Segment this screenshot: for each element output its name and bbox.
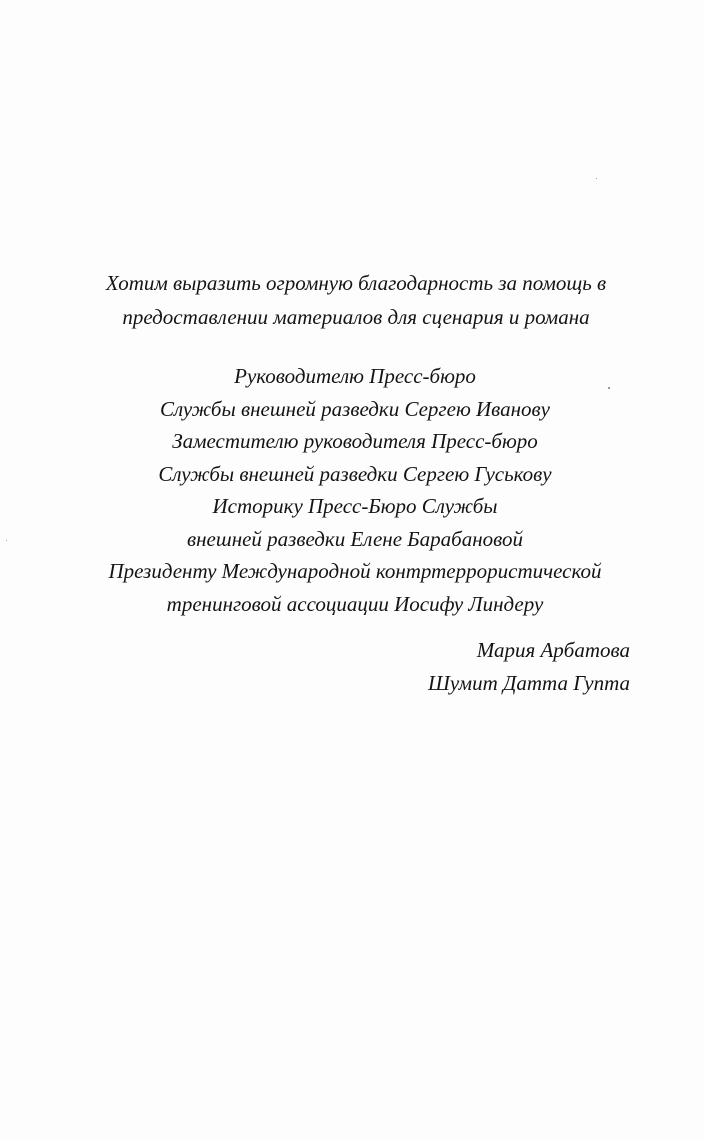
- intro-line: Хотим выразить огромную благодарность за помощь в: [105, 271, 607, 295]
- acknowledgment-intro: [0, 266, 704, 334]
- scan-speck: [6, 540, 7, 541]
- recipient-line: внешней разведки Елене Барабановой: [186, 526, 524, 551]
- recipient-line: Президенту Международной контртеррористической: [108, 559, 602, 583]
- recipient-list: [0, 360, 704, 620]
- recipient-line: Руководителю Пресс-бюро: [234, 364, 476, 388]
- author-signatures: [230, 634, 630, 700]
- recipient-line: Историку Пресс-Бюро Службы: [212, 494, 498, 518]
- recipient-line: Службы внешней разведки Сергею Гуськову: [158, 461, 552, 486]
- scan-speck: [608, 387, 610, 389]
- intro-line: предоставлении материалов для сценария и романа: [122, 305, 590, 329]
- scan-speck: [596, 178, 597, 179]
- author-name: Шумит Датта Гупта: [427, 671, 630, 695]
- recipient-line: Заместителю руководителя Пресс-бюро: [172, 429, 538, 453]
- recipient-line: тренинговой ассоциации Иосифу Линдеру: [166, 591, 544, 616]
- author-name: Мария Арбатова: [476, 638, 630, 662]
- recipient-line: Службы внешней разведки Сергею Иванову: [159, 396, 550, 421]
